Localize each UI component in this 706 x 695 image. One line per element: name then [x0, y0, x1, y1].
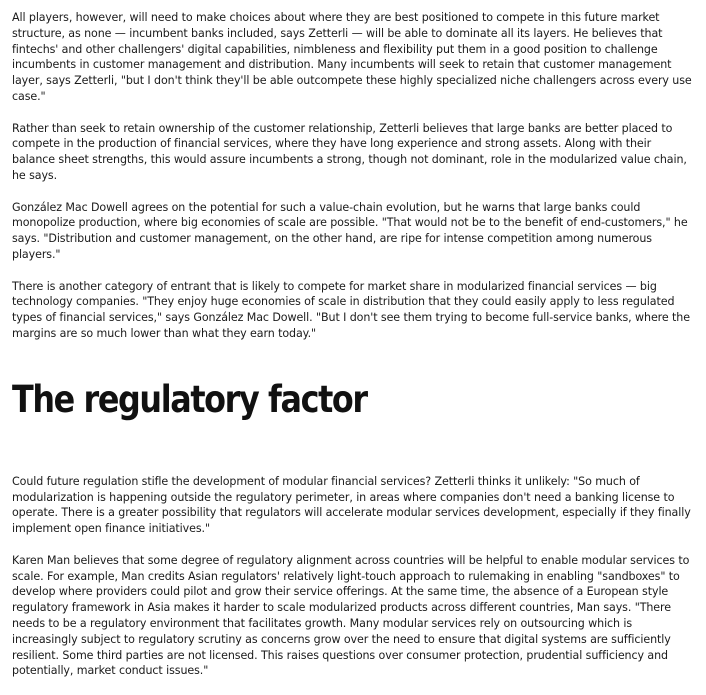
paragraph-future-regulation: Could future regulation stifle the development of modular financial services? Zetterli thinks it unlikely: "So much of modularization is happening outside the regulatory perimeter, in areas where companies don't need a banking license to operate. There is a greater possibility that regulators will accelerate modular services development, especially if they finally implement open finance initiatives." [12, 474, 691, 536]
article-body [12, 10, 696, 695]
paragraph-production-role: Rather than seek to retain ownership of the customer relationship, Zetterli believes that large banks are better placed to compete in the production of financial services, where they have long experience and strong assets. Along with their balance sheet strengths, this would assure incumbents a strong, though not dominant, role in the modularized value chain, he says. [12, 121, 687, 182]
paragraph-big-tech: There is another category of entrant that is likely to compete for market share in modularized financial services — big technology companies. "They enjoy huge economies of scale in distribution that they could easily apply to less regulated types of financial services," says González Mac Dowell. "But I don't see them trying to become full-service banks, where the margins are so much lower than what they earn today." [12, 279, 690, 340]
paragraph-market-structure: All players, however, will need to make choices about where they are best positioned to compete in this future market structure, as none — incumbent banks included, says Zetterli — will be able to dominate all its layers. He believes that fintechs' and other challengers' digital capabilities, nimbleness and flexibility put them in a good position to challenge incumbents in customer management and distribution. Many incumbents will seek to retain that customer management layer, says Zetterli, "but I don't think they'll be able outcompete these highly specialized niche challengers across every use case." [12, 11, 692, 103]
paragraph-regulatory-alignment: Karen Man believes that some degree of regulatory alignment across countries will be helpful to enable modular services to scale. For example, Man credits Asian regulators' relatively light-touch approach to rulemaking in enabling "sandboxes" to develop where providers could pilot and grow their service offerings. At the same time, the absence of a European style regulatory framework in Asia makes it harder to scale modularized products across different countries, Man says. "There needs to be a regulatory environment that facilitates growth. Many modular services rely on outsourcing which is increasingly subject to regulatory scrutiny as concerns grow over the need to ensure that digital systems are sufficiently resilient. Some third parties are not licensed. This raises questions over consumer protection, prudential sufficiency and potentially, market conduct issues." [12, 553, 690, 678]
paragraph-value-chain: González Mac Dowell agrees on the potential for such a value-chain evolution, but he warns that large banks could monopolize production, where big economies of scale are possible. "That would not be to the benefit of end-customers," he says. "Distribution and customer management, on the other hand, are ripe for intense competition among numerous players." [12, 200, 688, 261]
section-heading: The regulatory factor [12, 377, 367, 421]
